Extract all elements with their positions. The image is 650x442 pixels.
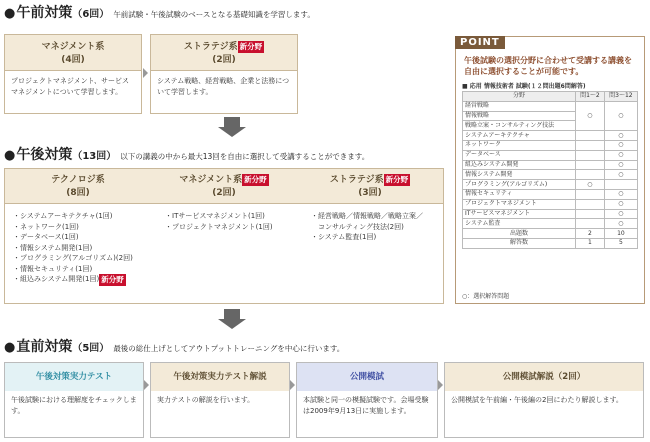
final-box-test: 午後対策実力テスト 午後試験における理解度をチェックします。 [4, 362, 144, 438]
chevron-right-icon [144, 380, 149, 390]
strategy-list: ・経営戦略／情報戦略／戦略立案／ コンサルティング技法(2回) ・システム監査(1回) [311, 212, 423, 241]
strategy-heading: ストラテジ系 新分野 (3回) [329, 175, 409, 198]
point-table: 分野 問1～2 問3～12 経営戦略 ○ ○ 情報戦略 戦略立案・コンサルティング技法 システムアーキテクチャ ○ ネットワーク ○ データベース ○ 組込みシステム開発 ○ 情報システム開発 ○ プログラミング(アルゴリズム) ○ 情報セキュリティ ○ プロジェクトマネジメント ○ ITサービスマネジメント ○ システム監査 ○ 出題数 2 10 解答数 1 5 [462, 91, 638, 249]
morning-strategy-box: ストラテジ系 新分野 (2回) システム戦略、経営戦略、企業と法務について学習します。 [150, 34, 298, 114]
section-morning-title: ●午前対策（6回） 午前試験・午後試験のベースとなる基礎知識を学習します。 [4, 5, 315, 21]
final-box-mock: 公開模試 本試験と同一の模擬試験です。会場受験は2009年9月13日に実施します。 [296, 362, 438, 438]
morning-management-box: マネジメント系 (4回) プロジェクトマネジメント、サービスマネジメントについて学習します。 [4, 34, 142, 114]
final-box-mock-review: 公開模試解説（2回） 公開模試を午前編・午後編の2回にわたり解説します。 [444, 362, 644, 438]
point-panel [455, 36, 645, 304]
section-afternoon-title: ●午後対策（13回） 以下の講義の中から最大13回を自由に選択して受講することができます。 [4, 147, 370, 163]
point-badge: POINT [455, 36, 505, 49]
point-subhead: ■ 応用 情報技術者 試験(１２問出題6問解答) [462, 83, 586, 90]
management-list: ・ITサービスマネジメント(1回) ・プロジェクトマネジメント(1回) [165, 212, 273, 231]
section-final-title: ●直前対策（5回） 最後の総仕上げとしてアウトプットトレーニングを中心に行います。 [4, 339, 345, 355]
chevron-right-icon [143, 68, 148, 78]
chevron-right-icon [438, 380, 443, 390]
down-arrow-icon [218, 309, 246, 329]
management-heading: マネジメント系 新分野 (2回) [179, 175, 267, 198]
point-lead: 午後試験の選択分野に合わせて受講する講義を自由に選択することが可能です。 [464, 56, 632, 76]
technology-list: ・システムアーキテクチャ(1回) ・ネットワーク(1回) ・データベース(1回) ・情報システム開発(1回) ・プログラミング(アルゴリズム)(2回) ・情報セキュリティ(1回) ・組込みシステム開発(1回) 新分野 [13, 212, 133, 284]
down-arrow-icon [218, 117, 246, 137]
afternoon-box [4, 168, 444, 304]
technology-heading: テクノロジ系 (8回) [51, 175, 105, 198]
final-box-test-review: 午後対策実力テスト解説 実力テストの解説を行います。 [150, 362, 290, 438]
chevron-right-icon [290, 380, 295, 390]
point-footnote: ○：選択解答問題 [462, 293, 510, 300]
